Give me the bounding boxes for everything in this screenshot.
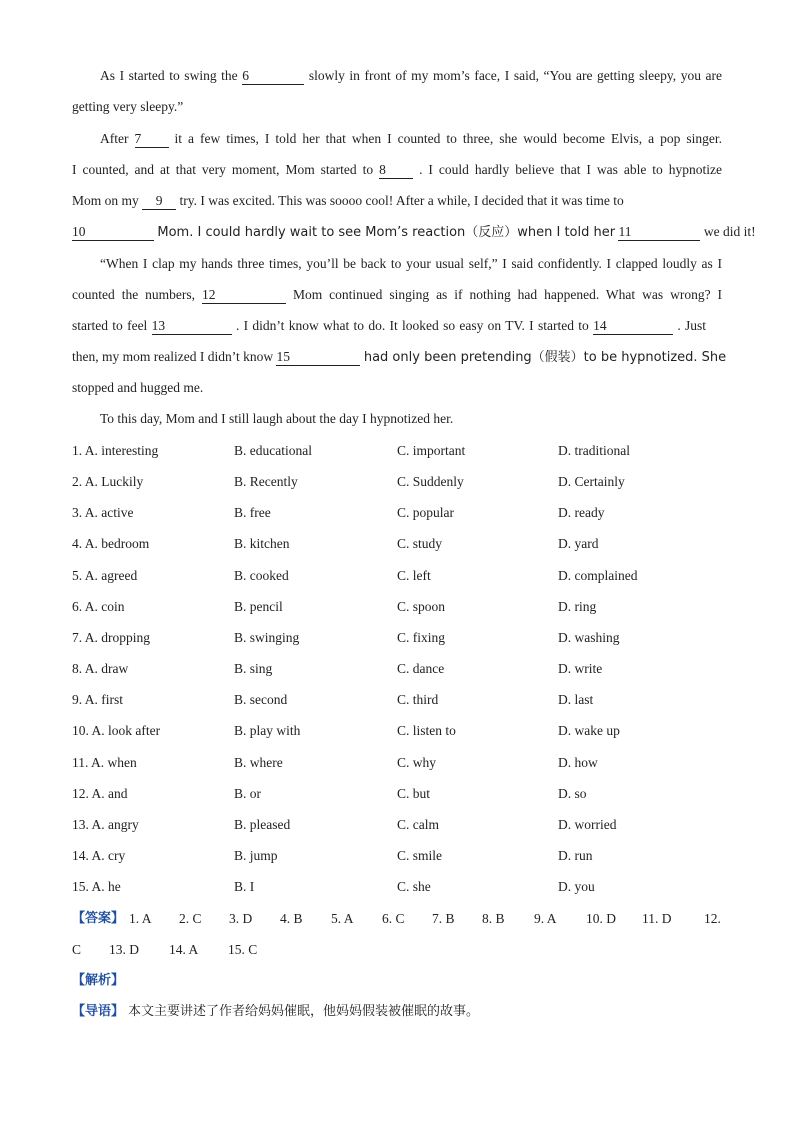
passage-text: started to feel [72,318,148,333]
passage-text: . Just [677,318,707,333]
option-b: B. educational [234,443,312,458]
option-a: 15. A. he [72,879,121,894]
option-c: C. listen to [397,723,456,738]
answer-item: 4. B [280,911,303,926]
option-c: C. left [397,568,431,583]
answer-item: 14. A [169,942,199,957]
blank-6: 6 [242,68,304,85]
option-row [72,566,722,586]
option-c: C. Suddenly [397,474,464,489]
option-row [72,690,722,710]
option-b: B. second [234,692,288,707]
answer-row-1 [72,909,722,929]
passage-text: getting very sleepy.” [72,99,184,114]
passage-line-3 [100,129,722,149]
option-b: B. kitchen [234,536,290,551]
answer-item: 1. A [129,911,152,926]
option-a: 7. A. dropping [72,630,151,645]
option-row [72,753,722,773]
passage-text: “When I clap my hands three times, you’ll be back to your usual self,” I said confidently. I clapped loudly as I [100,256,722,271]
passage-text: Mom. I could hardly wait to see Mom’s reaction（反应）when I told her [157,225,616,240]
passage-text: then, my mom realized I didn’t know [72,349,274,364]
option-a: 8. A. draw [72,661,129,676]
option-d: D. last [558,692,594,707]
option-a: 2. A. Luckily [72,474,144,489]
answer-item: 5. A [331,911,354,926]
guide-text: 本文主要讲述了作者给妈妈催眠，他妈妈假装被催眠的故事。 [128,1004,480,1019]
option-c: C. calm [397,817,439,832]
analysis-row [72,971,722,991]
option-row [72,597,722,617]
blank-15: 15 [276,349,360,366]
option-a: 14. A. cry [72,848,126,863]
option-a: 5. A. agreed [72,568,138,583]
option-c: C. fixing [397,630,446,645]
option-b: B. Recently [234,474,298,489]
passage-line-1 [100,66,722,86]
passage-text: To this day, Mom and I still laugh about the day I hypnotized her. [100,411,454,426]
option-c: C. dance [397,661,445,676]
blank-14: 14 [593,318,673,335]
answer-item: 9. A [534,911,557,926]
answer-item: 6. C [382,911,405,926]
option-c: C. study [397,536,443,551]
option-c: C. but [397,786,431,801]
option-b: B. or [234,786,261,801]
passage-text: . I could hardly believe that I was able to hypnotize [419,162,722,177]
option-b: B. sing [234,661,273,676]
option-a: 3. A. active [72,505,134,520]
option-c: C. smile [397,848,443,863]
answer-row-2 [72,940,722,960]
option-b: B. pencil [234,599,283,614]
option-c: C. spoon [397,599,446,614]
guide-tag: 【导语】 [72,1004,125,1019]
passage-text: had only been pretending（假装）to be hypnotized. She [363,350,727,365]
option-b: B. free [234,505,271,520]
option-d: D. complained [558,568,638,583]
option-d: D. ring [558,599,597,614]
option-row [72,784,722,804]
passage-line-9 [72,316,706,336]
option-a: 6. A. coin [72,599,125,614]
option-d: D. run [558,848,593,863]
passage-text: stopped and hugged me. [72,380,204,395]
blank-12: 12 [202,287,286,304]
passage-text: Mom on my [72,193,139,208]
passage-text: As I started to swing the [100,68,238,83]
passage-text: it a few times, I told her that when I counted to three, she would become Elvis, a pop singer. [174,131,723,146]
option-row [72,659,722,679]
option-d: D. yard [558,536,599,551]
blank-10: 10 [72,224,154,241]
answer-item: 15. C [228,942,258,957]
passage-text: we did it! [703,224,756,239]
option-b: B. jump [234,848,278,863]
blank-13: 13 [152,318,232,335]
option-d: D. worried [558,817,617,832]
passage-line-12 [100,409,722,429]
option-a: 13. A. angry [72,817,139,832]
option-c: C. important [397,443,466,458]
option-a: 11. A. when [72,755,137,770]
option-d: D. traditional [558,443,630,458]
answer-tag: 【答案】 [72,911,125,926]
guide-row [72,1002,722,1022]
passage-text: try. I was excited. This was soooo cool! After a while, I decided that it was time to [179,193,624,208]
blank-9: 9 [142,193,176,210]
option-c: C. why [397,755,437,770]
passage-line-7 [100,254,722,274]
option-b: B. swinging [234,630,300,645]
passage-text: . I didn’t know what to do. It looked so easy on TV. I started to [235,318,589,333]
option-a: 12. A. and [72,786,128,801]
option-row [72,877,722,897]
option-b: B. cooked [234,568,289,583]
option-row [72,815,722,835]
passage-text: counted the numbers, [72,287,196,302]
option-d: D. write [558,661,603,676]
passage-line-4 [72,160,722,180]
answer-item: 8. B [482,911,505,926]
passage-line-8 [72,285,722,305]
option-row [72,628,722,648]
passage-line-11 [72,378,722,398]
answer-item: 10. D [586,911,616,926]
analysis-tag: 【解析】 [72,973,125,988]
option-b: B. I [234,879,255,894]
passage-line-2 [72,97,722,117]
option-b: B. pleased [234,817,291,832]
passage-text: Mom continued singing as if nothing had happened. What was wrong? I [292,287,723,302]
option-row [72,721,722,741]
blank-11: 11 [618,224,700,241]
answer-item: 13. D [109,942,139,957]
option-a: 10. A. look after [72,723,161,738]
option-d: D. Certainly [558,474,625,489]
option-d: D. ready [558,505,605,520]
option-b: B. play with [234,723,301,738]
option-b: B. where [234,755,283,770]
option-d: D. wake up [558,723,620,738]
passage-text: After [100,131,129,146]
option-row [72,503,722,523]
option-d: D. how [558,755,598,770]
answer-item: C [72,942,82,957]
answer-item: 11. D [642,911,672,926]
option-d: D. washing [558,630,620,645]
answer-item: 2. C [179,911,202,926]
option-a: 9. A. first [72,692,124,707]
option-c: C. she [397,879,431,894]
option-row [72,472,722,492]
answer-item: 3. D [229,911,253,926]
option-d: D. so [558,786,587,801]
answer-item: 7. B [432,911,455,926]
passage-line-5 [72,191,692,211]
option-c: C. popular [397,505,454,520]
blank-8: 8 [379,162,413,179]
passage-text: slowly in front of my mom’s face, I said, “You are getting sleepy, you are [308,68,723,83]
option-a: 1. A. interesting [72,443,159,458]
option-c: C. third [397,692,439,707]
option-d: D. you [558,879,595,894]
passage-text: I counted, and at that very moment, Mom started to [72,162,374,177]
passage-line-6 [72,222,756,243]
option-row [72,441,722,461]
option-row [72,846,722,866]
option-a: 4. A. bedroom [72,536,150,551]
answer-item: 12. [704,911,721,926]
blank-7: 7 [135,131,169,148]
passage-line-10 [72,347,727,368]
option-row [72,534,722,554]
